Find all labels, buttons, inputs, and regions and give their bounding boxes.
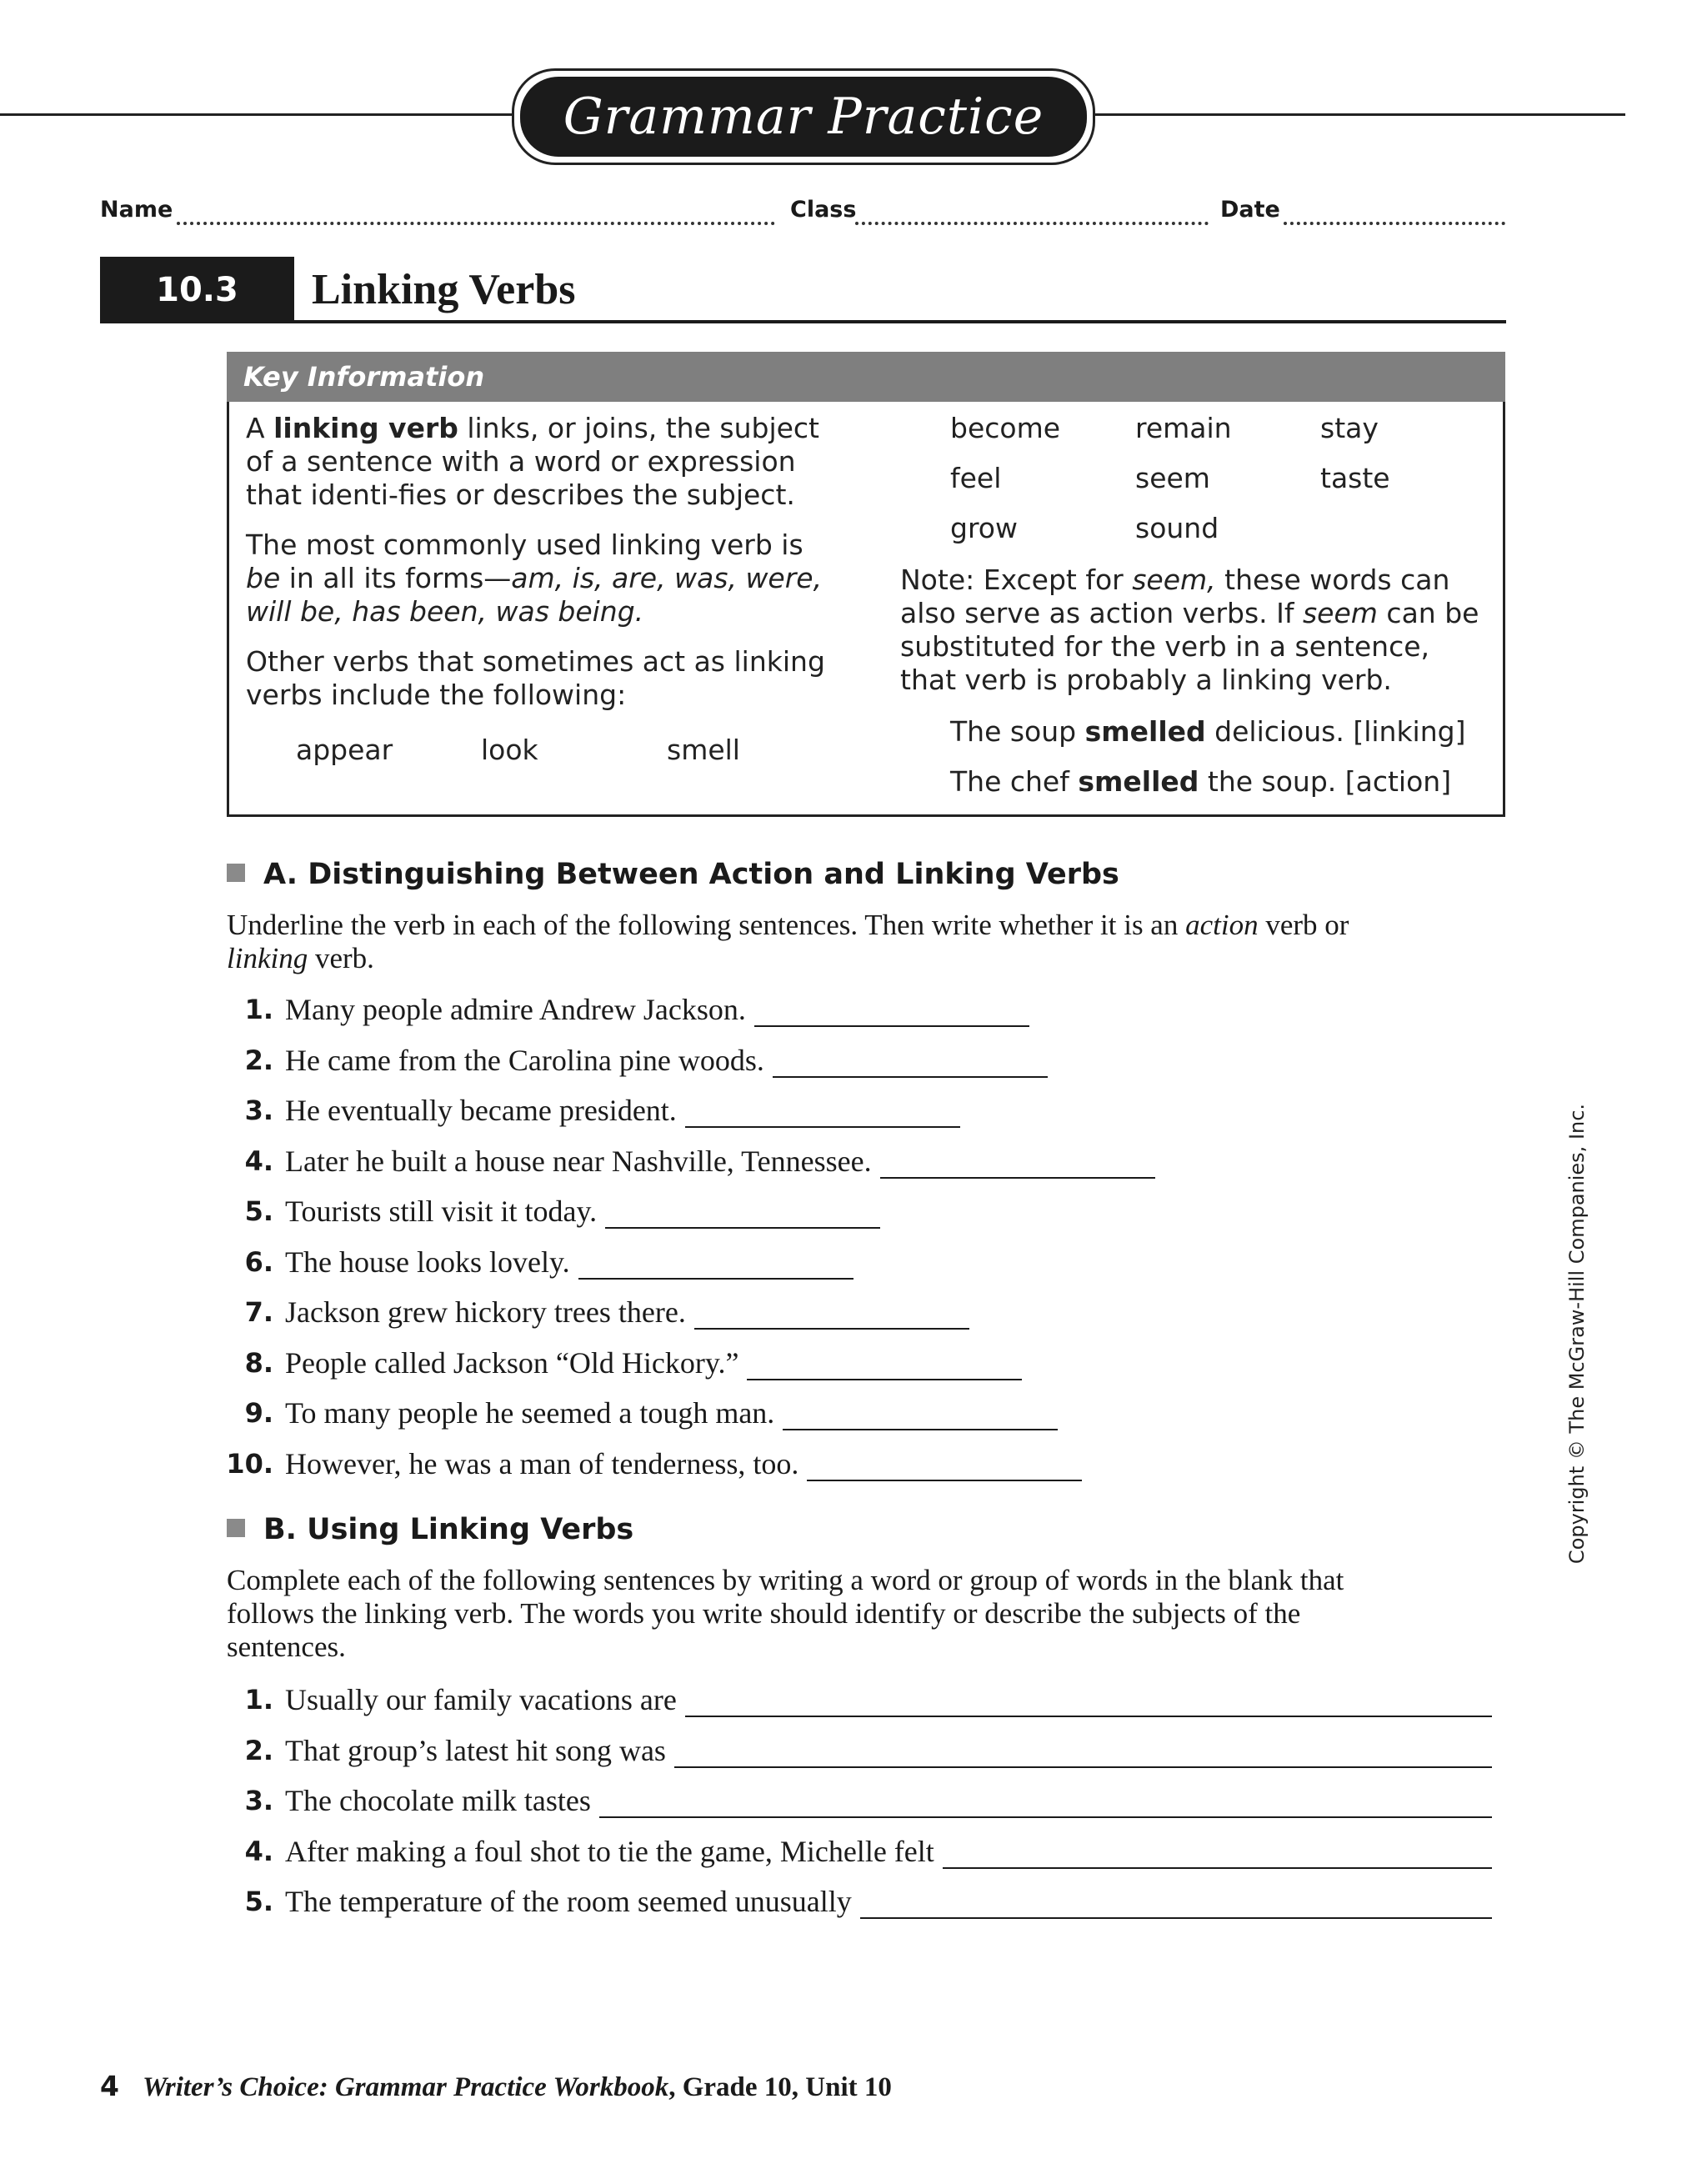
item-number: 2. (244, 1734, 273, 1766)
date-label: Date (1220, 197, 1280, 223)
item-number: 4. (244, 1835, 273, 1867)
answer-blank[interactable] (880, 1177, 1155, 1179)
key-info-note: Note: Except for seem, these words can also serve as action verbs. If seem can be substituted for the verb in a sentence, that verb is probably a linking verb. (900, 564, 1479, 696)
key-info-others: Other verbs that sometimes act as linking verbs include the following: (246, 645, 825, 711)
item-sentence: The chocolate milk tastes (285, 1784, 591, 1817)
answer-blank[interactable] (783, 1429, 1058, 1430)
answer-blank[interactable] (685, 1126, 960, 1128)
item-number: 9. (244, 1397, 273, 1429)
section-number: 10.3 (100, 257, 294, 323)
part-a-heading: A. Distinguishing Between Action and Linking Verbs (227, 854, 1119, 895)
item-sentence: Jackson grew hickory trees there. (285, 1295, 686, 1329)
item-number: 10. (226, 1447, 273, 1480)
answer-blank[interactable] (685, 1716, 1492, 1717)
answer-blank[interactable] (578, 1278, 854, 1280)
word-smell: smell (667, 734, 740, 766)
answer-blank[interactable] (694, 1328, 969, 1330)
name-field[interactable] (177, 197, 775, 225)
part-b-heading: B. Using Linking Verbs (227, 1509, 633, 1550)
name-label: Name (100, 197, 173, 223)
class-label: Class (790, 197, 857, 223)
item-number: 1. (244, 994, 273, 1025)
item-number: 4. (244, 1145, 273, 1177)
word-look: look (481, 734, 538, 766)
item-sentence: He came from the Carolina pine woods. (285, 1043, 764, 1077)
answer-blank[interactable] (605, 1227, 880, 1229)
page-banner: Grammar Practice (520, 77, 1087, 157)
example-linking: The soup smelled delicious. [linking] (950, 715, 1466, 748)
key-info-left (246, 412, 846, 729)
answer-blank[interactable] (807, 1480, 1082, 1481)
item-sentence: To many people he seemed a tough man. (285, 1396, 775, 1430)
square-bullet-icon (227, 864, 245, 882)
item-sentence: He eventually became president. (285, 1094, 677, 1127)
word-become: become (950, 412, 1061, 444)
answer-blank[interactable] (860, 1917, 1492, 1919)
page-footer: 4 Writer’s Choice: Grammar Practice Workbook, Grade 10, Unit 10 (100, 2070, 892, 2102)
part-a-instructions: Underline the verb in each of the following sentences. Then write whether it is an action verb or linking verb. (227, 909, 1349, 974)
answer-blank[interactable] (674, 1766, 1492, 1768)
date-field[interactable] (1284, 197, 1505, 225)
item-number: 7. (244, 1296, 273, 1328)
word-appear: appear (296, 734, 393, 766)
word-grow: grow (950, 512, 1018, 544)
item-sentence: After making a foul shot to tie the game, Michelle felt (285, 1834, 934, 1868)
item-number: 8. (244, 1346, 273, 1379)
book-title: Writer’s Choice: Grammar Practice Workbook (142, 2072, 669, 2102)
key-info-definition: A linking verb links, or joins, the subject of a sentence with a word or expression that identi-fies or describes the subject. (246, 412, 820, 511)
item-sentence: Usually our family vacations are (285, 1683, 677, 1716)
item-number: 5. (244, 1195, 273, 1227)
key-info-be: The most commonly used linking verb is be in all its forms—am, is, are, was, were, will be, has been, was being. (246, 528, 823, 628)
answer-blank[interactable] (747, 1379, 1022, 1380)
word-remain: remain (1135, 412, 1232, 444)
item-sentence: Tourists still visit it today. (285, 1195, 598, 1228)
item-number: 5. (244, 1886, 273, 1917)
copyright-notice: Copyright © The McGraw-Hill Companies, Inc. (1565, 1103, 1589, 1565)
item-number: 1. (244, 1684, 273, 1716)
item-sentence: That group’s latest hit song was (285, 1733, 666, 1767)
word-sound: sound (1135, 512, 1219, 544)
key-info-heading: Key Information (227, 352, 1505, 402)
item-sentence: The house looks lovely. (285, 1245, 570, 1279)
part-b-instructions: Complete each of the following sentences by writing a word or group of words in the blank that follows the linking verb. The words you write should identify or describe the subjects of the sentences. (227, 1564, 1344, 1663)
item-number: 3. (244, 1095, 273, 1126)
word-taste: taste (1320, 462, 1390, 494)
example-action: The chef smelled the soup. [action] (950, 765, 1452, 798)
item-sentence: People called Jackson “Old Hickory.” (285, 1345, 739, 1380)
word-feel: feel (950, 462, 1002, 494)
answer-blank[interactable] (599, 1816, 1492, 1818)
item-sentence: The temperature of the room seemed unusually (285, 1885, 852, 1918)
item-sentence: Many people admire Andrew Jackson. (285, 993, 746, 1026)
word-stay: stay (1320, 412, 1379, 444)
item-number: 2. (244, 1044, 273, 1076)
word-seem: seem (1135, 462, 1210, 494)
section-rule (294, 320, 1506, 323)
answer-blank[interactable] (773, 1076, 1048, 1078)
item-sentence: However, he was a man of tenderness, too. (285, 1446, 799, 1480)
item-number: 3. (244, 1785, 273, 1816)
square-bullet-icon (227, 1519, 245, 1537)
answer-blank[interactable] (754, 1025, 1029, 1027)
item-sentence: Later he built a house near Nashville, Tennessee. (285, 1144, 872, 1178)
page-number: 4 (100, 2070, 119, 2102)
answer-blank[interactable] (943, 1867, 1492, 1869)
item-number: 6. (244, 1245, 273, 1278)
class-field[interactable] (855, 197, 1209, 225)
section-title: Linking Verbs (312, 266, 576, 313)
